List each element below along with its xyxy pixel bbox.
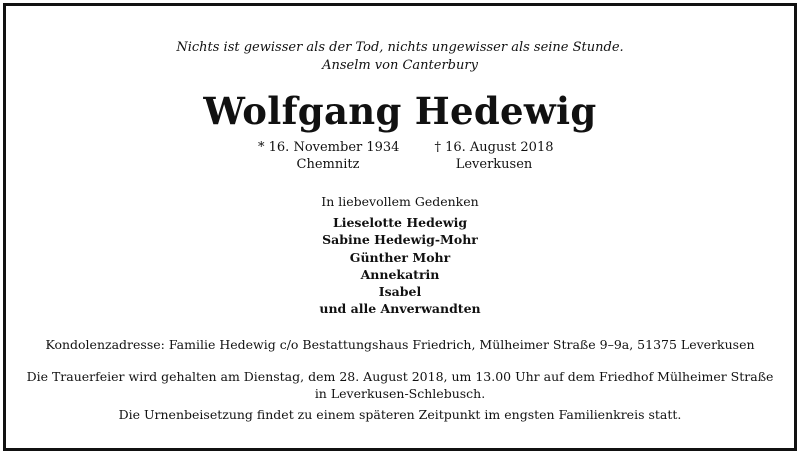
condolence-address: Kondolenzadresse: Familie Hedewig c/o Bestattungshaus Friedrich, Mülheimer Straße 9–9a, 51375 Leverkusen [45, 337, 755, 352]
birth-block [258, 139, 398, 173]
mourners-list [6, 214, 794, 318]
life-dates [6, 139, 794, 179]
birth-place: Chemnitz [296, 157, 360, 172]
obituary-frame [3, 3, 797, 451]
epigraph-author: Anselm von Canterbury [322, 58, 478, 73]
birth-date: * 16. November 1934 [258, 140, 400, 155]
death-place: Leverkusen [455, 157, 533, 172]
mourner-name: Sabine Hedewig-Mohr [322, 232, 478, 248]
death-block [424, 139, 564, 173]
ceremony-line-1: Die Trauerfeier wird gehalten am Dienstag, dem 28. August 2018, um 13.00 Uhr auf dem Friedhof Mülheimer Straße [26, 369, 774, 384]
mourner-name: und alle Anverwandten [319, 301, 481, 317]
epigraph-quote: Nichts ist gewisser als der Tod, nichts ungewisser als seine Stunde. [176, 40, 624, 55]
ceremony-info [6, 368, 794, 402]
mourner-name: Isabel [378, 284, 422, 300]
mourner-name: Günther Mohr [349, 249, 451, 265]
epigraph [6, 39, 794, 75]
death-date: † 16. August 2018 [434, 140, 554, 155]
mourner-name: Annekatrin [360, 266, 440, 282]
deceased-name: Wolfgang Hedewig [203, 89, 597, 133]
mourner-name: Lieselotte Hedewig [332, 215, 468, 230]
urn-burial-info: Die Urnenbeisetzung findet zu einem späteren Zeitpunkt im engsten Familienkreis statt. [118, 407, 682, 422]
memory-line: In liebevollem Gedenken [321, 194, 479, 209]
ceremony-line-2: in Leverkusen-Schlebusch. [314, 386, 486, 401]
